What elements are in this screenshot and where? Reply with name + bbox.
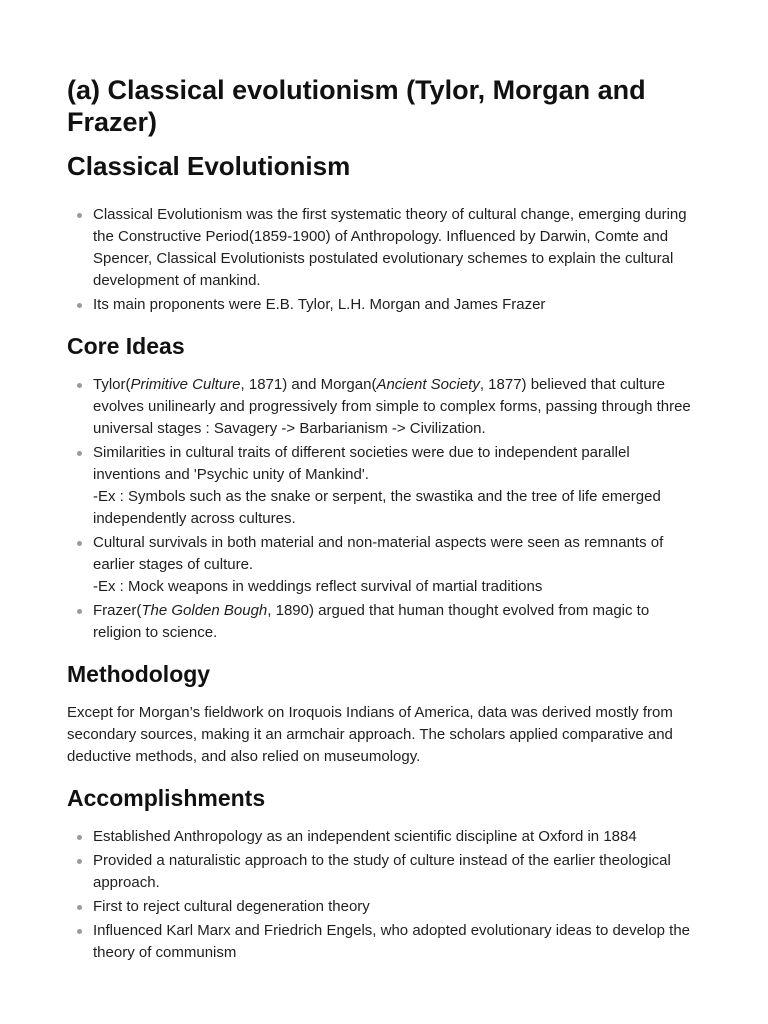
core-ideas-list bbox=[67, 374, 696, 644]
bullet-icon bbox=[77, 303, 82, 308]
bullet-icon bbox=[77, 541, 82, 546]
list-item: Classical Evolutionism was the first systematic theory of cultural change, emerging during the Constructive Period(1859-1900) of Anthropology. Influenced by Darwin, Comte and Spencer, Classical Evolutionists postulated evolutionary schemes to explain the cultural development of mankind. bbox=[67, 204, 696, 292]
heading-accomplishments: Accomplishments bbox=[67, 785, 266, 811]
bullet-icon bbox=[77, 383, 82, 388]
page-title: (a) Classical evolutionism (Tylor, Morgan and Frazer) bbox=[67, 75, 646, 137]
list-item: Tylor(Primitive Culture, 1871) and Morgan(Ancient Society, 1877) believed that culture evolves unilinearly and progressively from simple to complex forms, passing through three universal stages : Savagery -> Barbarianism -> Civilization. bbox=[67, 374, 696, 440]
list-item: Provided a naturalistic approach to the study of culture instead of the earlier theological approach. bbox=[67, 850, 696, 894]
list-item: Cultural survivals in both material and non-material aspects were seen as remnants of earlier stages of culture. -Ex : Mock weapons in weddings reflect survival of martial traditions bbox=[67, 532, 696, 598]
heading-core-ideas: Core Ideas bbox=[67, 333, 185, 359]
list-item: First to reject cultural degeneration theory bbox=[67, 896, 696, 918]
accomplishments-list bbox=[67, 826, 696, 964]
list-item: Influenced Karl Marx and Friedrich Engels, who adopted evolutionary ideas to develop the theory of communism bbox=[67, 920, 696, 964]
bullet-icon bbox=[77, 929, 82, 934]
heading-classical-evolutionism: Classical Evolutionism bbox=[67, 151, 351, 181]
list-item: Its main proponents were E.B. Tylor, L.H. Morgan and James Frazer bbox=[67, 294, 696, 316]
list-item: Frazer(The Golden Bough, 1890) argued that human thought evolved from magic to religion to science. bbox=[67, 600, 696, 644]
list-item: Established Anthropology as an independent scientific discipline at Oxford in 1884 bbox=[67, 826, 696, 848]
classical-list bbox=[67, 204, 696, 316]
bullet-icon bbox=[77, 213, 82, 218]
heading-methodology: Methodology bbox=[67, 661, 211, 687]
bullet-icon bbox=[77, 905, 82, 910]
methodology-paragraph: Except for Morgan’s fieldwork on Iroquois Indians of America, data was derived mostly from secondary sources, making it an armchair approach. The scholars applied comparative and deductive methods, and also relied on museumology. bbox=[67, 704, 673, 765]
list-item: Similarities in cultural traits of different societies were due to independent parallel inventions and 'Psychic unity of Mankind'. -Ex : Symbols such as the snake or serpent, the swastika and the tree of life emerged independently across cultures. bbox=[67, 442, 696, 530]
bullet-icon bbox=[77, 609, 82, 614]
bullet-icon bbox=[77, 859, 82, 864]
bullet-icon bbox=[77, 835, 82, 840]
bullet-icon bbox=[77, 451, 82, 456]
